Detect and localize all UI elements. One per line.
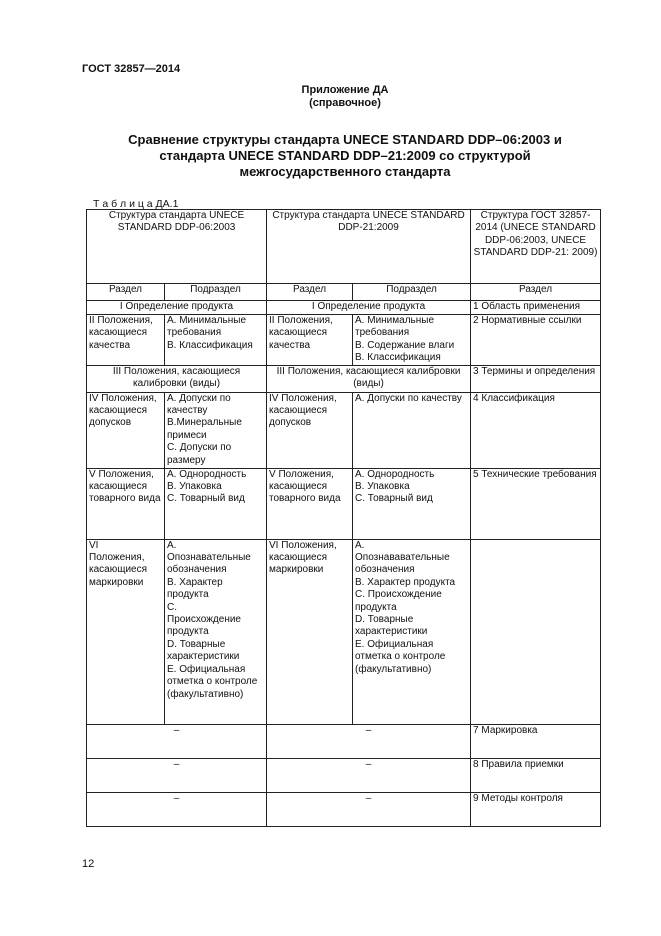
cell: А. Минимальные требования В. Содержание влаги В. Классификация (353, 315, 471, 366)
cell: А. Опознававательные обозначения В. Характер продукта С. Происхождение продукта D. Товарные характеристики Е. Официальная отметка о контроле (факультативно) (353, 539, 471, 724)
cell: 4 Классификация (471, 392, 601, 468)
appendix-title: Приложение ДА (301, 84, 389, 96)
cell: I Определение продукта (267, 301, 471, 315)
cell: – (267, 792, 471, 826)
cell: 1 Область применения (471, 301, 601, 315)
cell: А. Однородность В. Упаковка С. Товарный вид (165, 468, 267, 539)
cell: – (267, 724, 471, 758)
appendix-note: (справочное) (309, 97, 381, 109)
subheader-razdel: Раздел (87, 284, 165, 301)
subheader-razdel: Раздел (267, 284, 353, 301)
cell: А. Опознавательные обозначения В. Характер продукта С. Происхождение продукта D. Товарные характеристики Е. Официальная отметка о контроле (факультативно) (165, 539, 267, 724)
cell: IV Положения, касающиеся допусков (87, 392, 165, 468)
subheader-razdel: Раздел (471, 284, 601, 301)
table-row (87, 315, 601, 366)
title-line: Сравнение структуры стандарта UNECE STANDARD DDP–06:2003 и (128, 132, 562, 147)
cell: – (87, 724, 267, 758)
table-caption: Т а б л и ц а ДА.1 (93, 198, 179, 210)
subheader-podrazdel: Подраздел (353, 284, 471, 301)
cell: А. Допуски по качеству В.Минеральные примеси С. Допуски по размеру (165, 392, 267, 468)
table-header-row (87, 210, 601, 284)
table-subheader-row (87, 284, 601, 301)
comparison-table (86, 209, 601, 827)
cell: – (87, 758, 267, 792)
cell: – (267, 758, 471, 792)
title-line: межгосударственного стандарта (239, 164, 451, 179)
cell: VI Положения, касающиеся маркировки (267, 539, 353, 724)
table-row (87, 392, 601, 468)
cell: V Положения, касающиеся товарного вида (87, 468, 165, 539)
header-gost: Структура ГОСТ 32857-2014 (UNECE STANDARD DDP-06:2003, UNECE STANDARD DDP-21: 2009) (471, 210, 601, 284)
table-row (87, 539, 601, 724)
cell: V Положения, касающиеся товарного вида (267, 468, 353, 539)
cell: 2 Нормативные ссылки (471, 315, 601, 366)
cell: 3 Термины и определения (471, 365, 601, 392)
table-row (87, 301, 601, 315)
cell (471, 539, 601, 724)
cell: 9 Методы контроля (471, 792, 601, 826)
cell: II Положения, касающиеся качества (87, 315, 165, 366)
header-ddp21: Структура стандарта UNECE STANDARD DDP-21:2009 (267, 210, 471, 284)
cell: IV Положения, касающиеся допусков (267, 392, 353, 468)
cell: III Положения, касающиеся калибровки (виды) (267, 365, 471, 392)
page-number: 12 (82, 858, 95, 870)
cell: VI Положения, касающиеся маркировки (87, 539, 165, 724)
cell: 8 Правила приемки (471, 758, 601, 792)
cell: II Положения, касающиеся качества (267, 315, 353, 366)
document-code: ГОСТ 32857—2014 (82, 63, 181, 75)
table-row (87, 365, 601, 392)
cell: 5 Технические требования (471, 468, 601, 539)
cell: – (87, 792, 267, 826)
table-row (87, 468, 601, 539)
subheader-podrazdel: Подраздел (165, 284, 267, 301)
table-row (87, 724, 601, 758)
cell: А. Минимальные требования В. Классификация (165, 315, 267, 366)
cell: А. Допуски по качеству (353, 392, 471, 468)
cell: III Положения, касающиеся калибровки (виды) (87, 365, 267, 392)
title-line: стандарта UNECE STANDARD DDP–21:2009 со структурой (159, 148, 531, 163)
cell: А. Однородность В. Упаковка С. Товарный вид (353, 468, 471, 539)
header-ddp06: Структура стандарта UNECE STANDARD DDP-06:2003 (87, 210, 267, 284)
table-row (87, 792, 601, 826)
table-row (87, 758, 601, 792)
cell: I Определение продукта (87, 301, 267, 315)
document-title (100, 132, 590, 180)
cell: 7 Маркировка (471, 724, 601, 758)
